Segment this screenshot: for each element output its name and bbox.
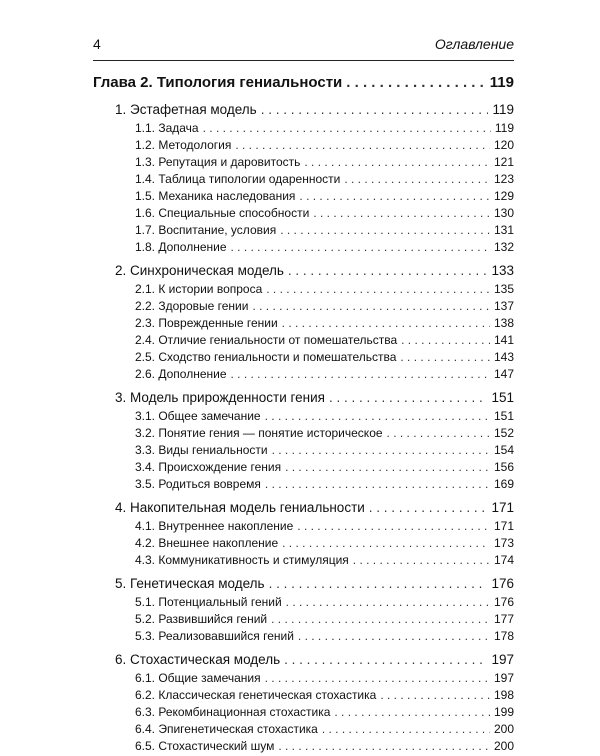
toc-subsection-label: 4.2. Внешнее накопление [135, 536, 279, 550]
dot-leader [286, 595, 490, 609]
toc-subsection-page: 154 [493, 443, 514, 457]
dot-leader [278, 739, 490, 753]
toc-subsection [93, 629, 514, 646]
toc-subsection-label: 6.1. Общие замечания [135, 671, 261, 685]
toc-subsection-page: 197 [493, 671, 514, 685]
dot-leader [387, 426, 490, 440]
toc-subsection [93, 316, 514, 333]
toc-section-page: 119 [492, 102, 514, 117]
toc-subsection-page: 152 [493, 426, 514, 440]
toc-subsection [93, 460, 514, 477]
dot-leader [282, 316, 490, 330]
toc-subsection-page: 151 [493, 409, 514, 423]
toc-subsection-page: 143 [493, 350, 514, 364]
dot-leader [272, 443, 490, 457]
toc-subsection-label: 3.2. Понятие гения — понятие историческое [135, 426, 383, 440]
header-rule [93, 60, 514, 61]
toc-subsection-label: 4.3. Коммуникативность и стимуляция [135, 553, 349, 567]
toc-subsection [93, 409, 514, 426]
toc-subsection-label: 1.1. Задача [135, 121, 199, 135]
toc-subsection-page: 200 [493, 722, 514, 736]
dot-leader [231, 367, 490, 381]
toc-subsection-page: 200 [493, 739, 514, 753]
toc-subsection [93, 477, 514, 494]
toc-subsection-label: 6.2. Классическая генетическая стохастика [135, 688, 377, 702]
toc-subsection-page: 132 [493, 240, 514, 254]
dot-leader [299, 189, 490, 203]
toc-section-page: 133 [491, 263, 514, 278]
toc-subsection-label: 3.4. Происхождение гения [135, 460, 282, 474]
toc-subsection [93, 722, 514, 739]
toc-subsection-label: 1.6. Специальные способности [135, 206, 310, 220]
toc-section [93, 102, 514, 121]
toc-section-page: 171 [491, 500, 514, 515]
dot-leader [334, 705, 490, 719]
dot-leader [400, 350, 490, 364]
toc-section-label: 4. Накопительная модель гениальности [115, 500, 365, 515]
dot-leader [401, 333, 490, 347]
toc-subsection-page: 169 [493, 477, 514, 491]
toc-subsection [93, 240, 514, 257]
toc-subsection-label: 5.3. Реализовавшийся гений [135, 629, 294, 643]
toc-subsection-label: 1.7. Воспитание, условия [135, 223, 277, 237]
toc-section-page: 197 [491, 652, 514, 667]
toc-subsection-label: 2.5. Сходство гениальности и помешательства [135, 350, 397, 364]
toc-subsection [93, 705, 514, 722]
chapter-title: Глава 2. Типология гениальности [93, 74, 343, 91]
toc-subsection [93, 671, 514, 688]
dot-leader [235, 138, 490, 152]
toc-subsection-label: 3.3. Виды гениальности [135, 443, 268, 457]
toc-subsection-page: 173 [493, 536, 514, 550]
dot-leader [266, 282, 490, 296]
toc-subsection-label: 4.1. Внутреннее накопление [135, 519, 294, 533]
toc-subsection-label: 1.3. Репутация и даровитость [135, 155, 301, 169]
toc-section-label: 3. Модель прирожденности гения [115, 390, 325, 405]
dot-leader [269, 576, 488, 591]
dot-leader [346, 74, 486, 91]
toc-subsection-page: 199 [493, 705, 514, 719]
dot-leader [380, 688, 490, 702]
dot-leader [322, 722, 490, 736]
toc-subsection [93, 595, 514, 612]
toc-section-label: 6. Стохастическая модель [115, 652, 281, 667]
toc-subsection [93, 553, 514, 570]
dot-leader [252, 299, 490, 313]
toc-subsection-page: 120 [493, 138, 514, 152]
toc-subsection [93, 688, 514, 705]
toc-subsection [93, 121, 514, 138]
toc-subsection-label: 6.5. Стохастический шум [135, 739, 275, 753]
dot-leader [297, 519, 490, 533]
toc-subsection [93, 739, 514, 756]
toc-subsection [93, 155, 514, 172]
dot-leader [329, 390, 488, 405]
toc-section [93, 263, 514, 282]
toc-section [93, 390, 514, 409]
dot-leader [271, 612, 490, 626]
toc-subsection-label: 1.2. Методология [135, 138, 232, 152]
running-title: Оглавление [434, 36, 514, 52]
dot-leader [282, 536, 490, 550]
dot-leader [288, 263, 488, 278]
dot-leader [231, 240, 490, 254]
toc-section-label: 1. Эстафетная модель [115, 102, 257, 117]
toc-subsection-label: 5.2. Развившийся гений [135, 612, 268, 626]
dot-leader [203, 121, 491, 135]
toc-subsection-label: 3.5. Родиться вовремя [135, 477, 261, 491]
dot-leader [284, 652, 487, 667]
chapter-page: 119 [489, 74, 514, 91]
toc-section [93, 500, 514, 519]
dot-leader [369, 500, 488, 515]
toc-subsection-label: 2.2. Здоровые гении [135, 299, 249, 313]
toc-subsection [93, 367, 514, 384]
toc-subsection [93, 443, 514, 460]
toc-subsection-page: 176 [493, 595, 514, 609]
toc-subsection [93, 172, 514, 189]
toc-subsection-page: 137 [493, 299, 514, 313]
toc-subsection-page: 178 [493, 629, 514, 643]
dot-leader [298, 629, 490, 643]
toc-section [93, 576, 514, 595]
dot-leader [285, 460, 490, 474]
toc-subsection-page: 171 [493, 519, 514, 533]
toc-subsection-page: 123 [493, 172, 514, 186]
toc-subsection [93, 350, 514, 367]
dot-leader [261, 102, 489, 117]
toc-subsection [93, 138, 514, 155]
toc-subsection-label: 6.4. Эпигенетическая стохастика [135, 722, 318, 736]
toc-section-page: 151 [491, 390, 514, 405]
dot-leader [304, 155, 490, 169]
toc-subsection-page: 147 [493, 367, 514, 381]
toc-subsection [93, 282, 514, 299]
table-of-contents [93, 74, 514, 756]
toc-subsection-label: 5.1. Потенциальный гений [135, 595, 282, 609]
dot-leader [353, 553, 490, 567]
toc-section-label: 2. Синхроническая модель [115, 263, 284, 278]
toc-subsection-page: 130 [493, 206, 514, 220]
toc-subsection [93, 299, 514, 316]
toc-subsection-page: 121 [493, 155, 514, 169]
toc-subsection [93, 612, 514, 629]
page-header [93, 36, 514, 58]
toc-subsection [93, 333, 514, 350]
toc-subsection-label: 2.6. Дополнение [135, 367, 227, 381]
page-number: 4 [93, 36, 101, 52]
toc-subsection [93, 189, 514, 206]
toc-subsection [93, 426, 514, 443]
toc-subsection-page: 129 [493, 189, 514, 203]
toc-subsection [93, 536, 514, 553]
toc-subsection-page: 131 [493, 223, 514, 237]
toc-subsection-page: 177 [493, 612, 514, 626]
toc-section [93, 652, 514, 671]
toc-subsection [93, 223, 514, 240]
toc-subsection [93, 519, 514, 536]
toc-subsection-label: 2.1. К истории вопроса [135, 282, 263, 296]
toc-subsection-label: 2.3. Поврежденные гении [135, 316, 278, 330]
dot-leader [344, 172, 490, 186]
toc-subsection-label: 1.5. Механика наследования [135, 189, 296, 203]
dot-leader [265, 409, 490, 423]
toc-subsection-page: 135 [493, 282, 514, 296]
toc-subsection-page: 198 [493, 688, 514, 702]
dot-leader [265, 477, 490, 491]
toc-subsection-label: 6.3. Рекомбинационная стохастика [135, 705, 331, 719]
toc-subsection-page: 141 [493, 333, 514, 347]
toc-subsection-page: 174 [493, 553, 514, 567]
dot-leader [313, 206, 490, 220]
toc-section-page: 176 [491, 576, 514, 591]
dot-leader [280, 223, 490, 237]
toc-chapter [93, 74, 514, 100]
toc-subsection-page: 138 [493, 316, 514, 330]
toc-section-label: 5. Генетическая модель [115, 576, 265, 591]
toc-subsection [93, 206, 514, 223]
toc-subsection-label: 1.8. Дополнение [135, 240, 227, 254]
toc-subsection-label: 3.1. Общее замечание [135, 409, 261, 423]
toc-subsection-page: 119 [494, 121, 514, 135]
toc-subsection-label: 1.4. Таблица типологии одаренности [135, 172, 341, 186]
dot-leader [265, 671, 490, 685]
toc-subsection-label: 2.4. Отличие гениальности от помешательства [135, 333, 398, 347]
toc-subsection-page: 156 [493, 460, 514, 474]
